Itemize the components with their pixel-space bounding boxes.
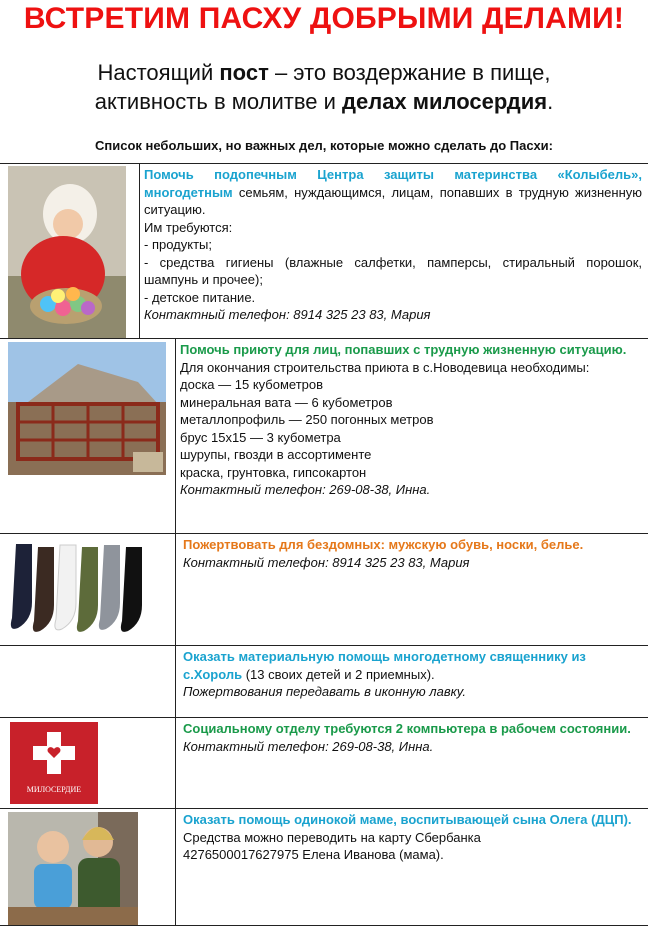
socks-photo bbox=[8, 539, 153, 643]
item-line: - продукты; bbox=[144, 237, 212, 252]
logo-text: МИЛОСЕРДИЕ bbox=[26, 785, 82, 794]
item-line: Для окончания строительства приюта в с.Новодевица необходимы: bbox=[180, 359, 590, 375]
item-heading-tail: (13 своих детей и 2 приемных). bbox=[242, 666, 435, 682]
mother-and-son-photo bbox=[8, 812, 138, 926]
subtitle bbox=[0, 58, 648, 116]
item-heading: Оказать помощь одинокой маме, воспитывающей сына Олега (ДЦП). bbox=[183, 812, 632, 827]
list-caption: Список небольших, но важных дел, которые можно сделать до Пасхи: bbox=[94, 138, 553, 153]
item-heading-tail: семьям, нуждающимся, лицам, попавших в трудную жизненную ситуацию. bbox=[144, 184, 642, 217]
list-item bbox=[0, 338, 648, 533]
shelter-construction-photo bbox=[8, 342, 166, 475]
item-line: 4276500017627975 Елена Иванова (мама). bbox=[183, 847, 444, 862]
subtitle-text: активность в молитве и bbox=[94, 89, 343, 114]
table-bottom-border bbox=[0, 925, 648, 926]
contact-line: Контактный телефон: 269-08-38, Инна. bbox=[180, 482, 431, 497]
subtitle-text: Настоящий bbox=[97, 60, 220, 85]
contact-line: Контактный телефон: 269-08-38, Инна. bbox=[183, 738, 434, 754]
item-heading: Помочь приюту для лиц, попавших с трудную жизненную ситуацию. bbox=[180, 342, 627, 357]
subtitle-bold-post: пост bbox=[219, 60, 269, 85]
list-item bbox=[0, 808, 648, 925]
list-item bbox=[0, 163, 648, 338]
list-item bbox=[0, 533, 648, 645]
child-with-easter-eggs-photo bbox=[8, 166, 126, 338]
contact-line: Контактный телефон: 8914 325 23 83, Мария bbox=[144, 307, 431, 322]
item-line: - детское питание. bbox=[144, 289, 256, 305]
item-heading: Социальному отделу требуются 2 компьютера в рабочем состоянии. bbox=[183, 721, 631, 736]
item-line: Им требуются: bbox=[144, 219, 233, 235]
item-heading: Помочь подопечным Центра защиты материнства «Колыбель», многодетным bbox=[144, 167, 642, 200]
item-line: Средства можно переводить на карту Сбербанка bbox=[183, 829, 481, 845]
item-heading: Пожертвовать для бездомных bbox=[183, 537, 381, 552]
subtitle-bold-mercy: делах милосердия bbox=[342, 89, 548, 114]
item-line: брус 15х15 — 3 кубометра bbox=[180, 429, 341, 445]
item-line: металлопрофиль — 250 погонных метров bbox=[180, 412, 434, 427]
item-line: краска, грунтовка, гипсокартон bbox=[180, 464, 367, 480]
miloserdie-logo bbox=[10, 722, 98, 804]
page-title: ВСТРЕТИМ ПАСХУ ДОБРЫМИ ДЕЛАМИ! bbox=[23, 2, 625, 35]
item-line: доска — 15 кубометров bbox=[180, 377, 324, 392]
contact-line: Пожертвования передавать в иконную лавку. bbox=[183, 684, 467, 699]
item-heading-tail: : мужскую обувь, носки, белье. bbox=[380, 537, 584, 552]
contact-line: Контактный телефон: 8914 325 23 83, Мария bbox=[183, 554, 470, 570]
subtitle-text: – это воздержание в пище, bbox=[268, 60, 551, 85]
item-line: минеральная вата — 6 кубометров bbox=[180, 394, 393, 410]
list-item bbox=[0, 645, 648, 717]
item-line: шурупы, гвозди в ассортименте bbox=[180, 447, 372, 462]
item-line: - средства гигиены (влажные салфетки, памперсы, стиральный порошок, шампунь и прочее); bbox=[144, 254, 642, 287]
list-item bbox=[0, 717, 648, 808]
item-heading: Оказать материальную помощь многодетному священнику из с.Хороль bbox=[183, 649, 586, 682]
subtitle-text: . bbox=[547, 89, 554, 114]
